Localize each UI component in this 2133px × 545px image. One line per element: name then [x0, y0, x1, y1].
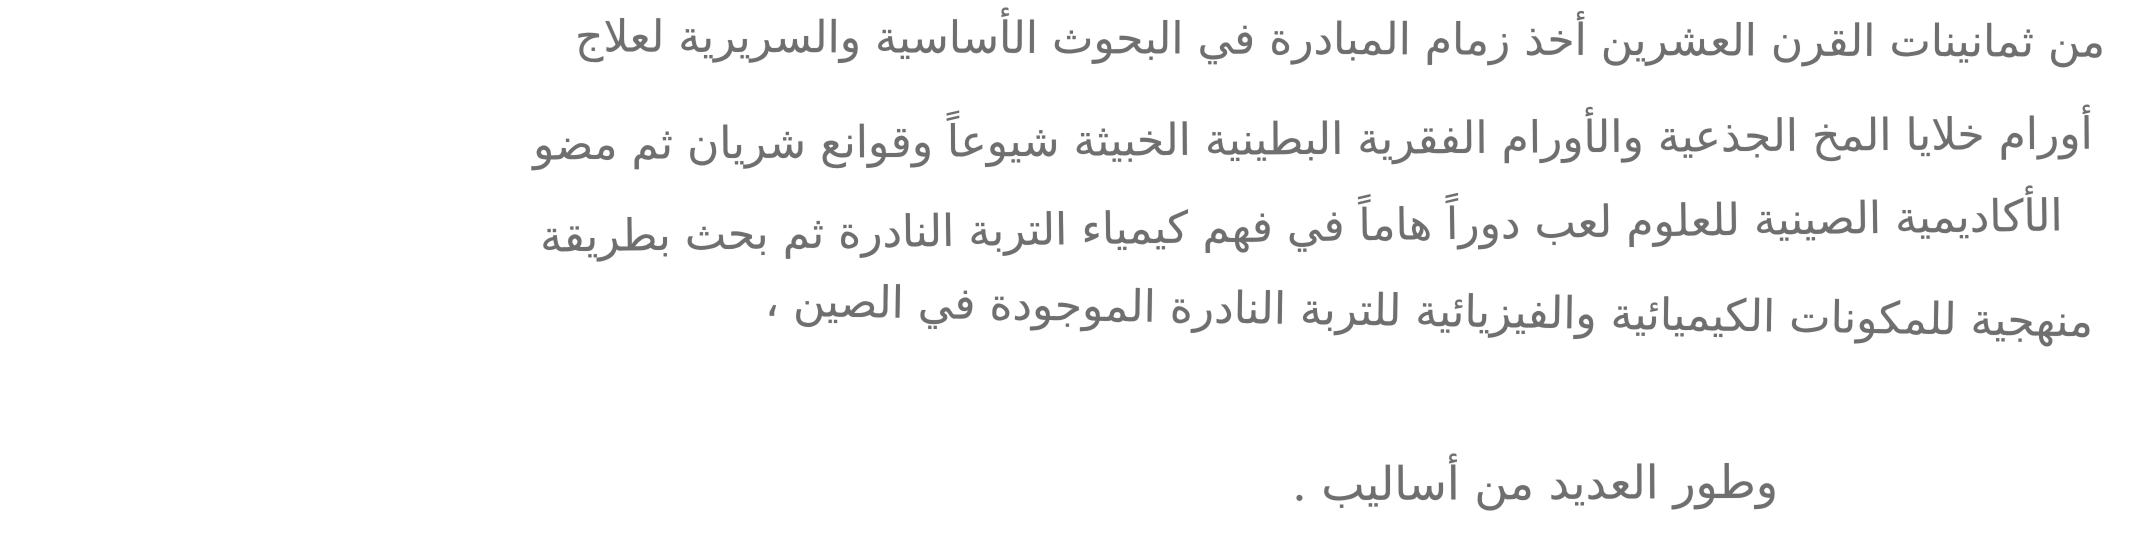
- handwritten-line-3: الأكاديمية الصينية للعلوم لعب دوراً هاماً في فهم كيمياء التربة النادرة ثم بحث بطريقة: [539, 190, 2064, 263]
- handwritten-line-5: وطور العديد من أساليب .: [1291, 454, 1779, 512]
- handwritten-line-4: منهجية للمكونات الكيميائية والفيزيائية للتربة النادرة الموجودة في الصين ،: [764, 275, 2094, 348]
- handwritten-line-2: أورام خلايا المخ الجذعية والأورام الفقرية البطينية الخبيثة شيوعاً وقوانع شريان ثم مضو: [533, 108, 2094, 171]
- handwritten-line-1: من ثمانينات القرن العشرين أخذ زمام المبادرة في البحوث الأساسية والسريرية لعلاج: [574, 11, 2106, 68]
